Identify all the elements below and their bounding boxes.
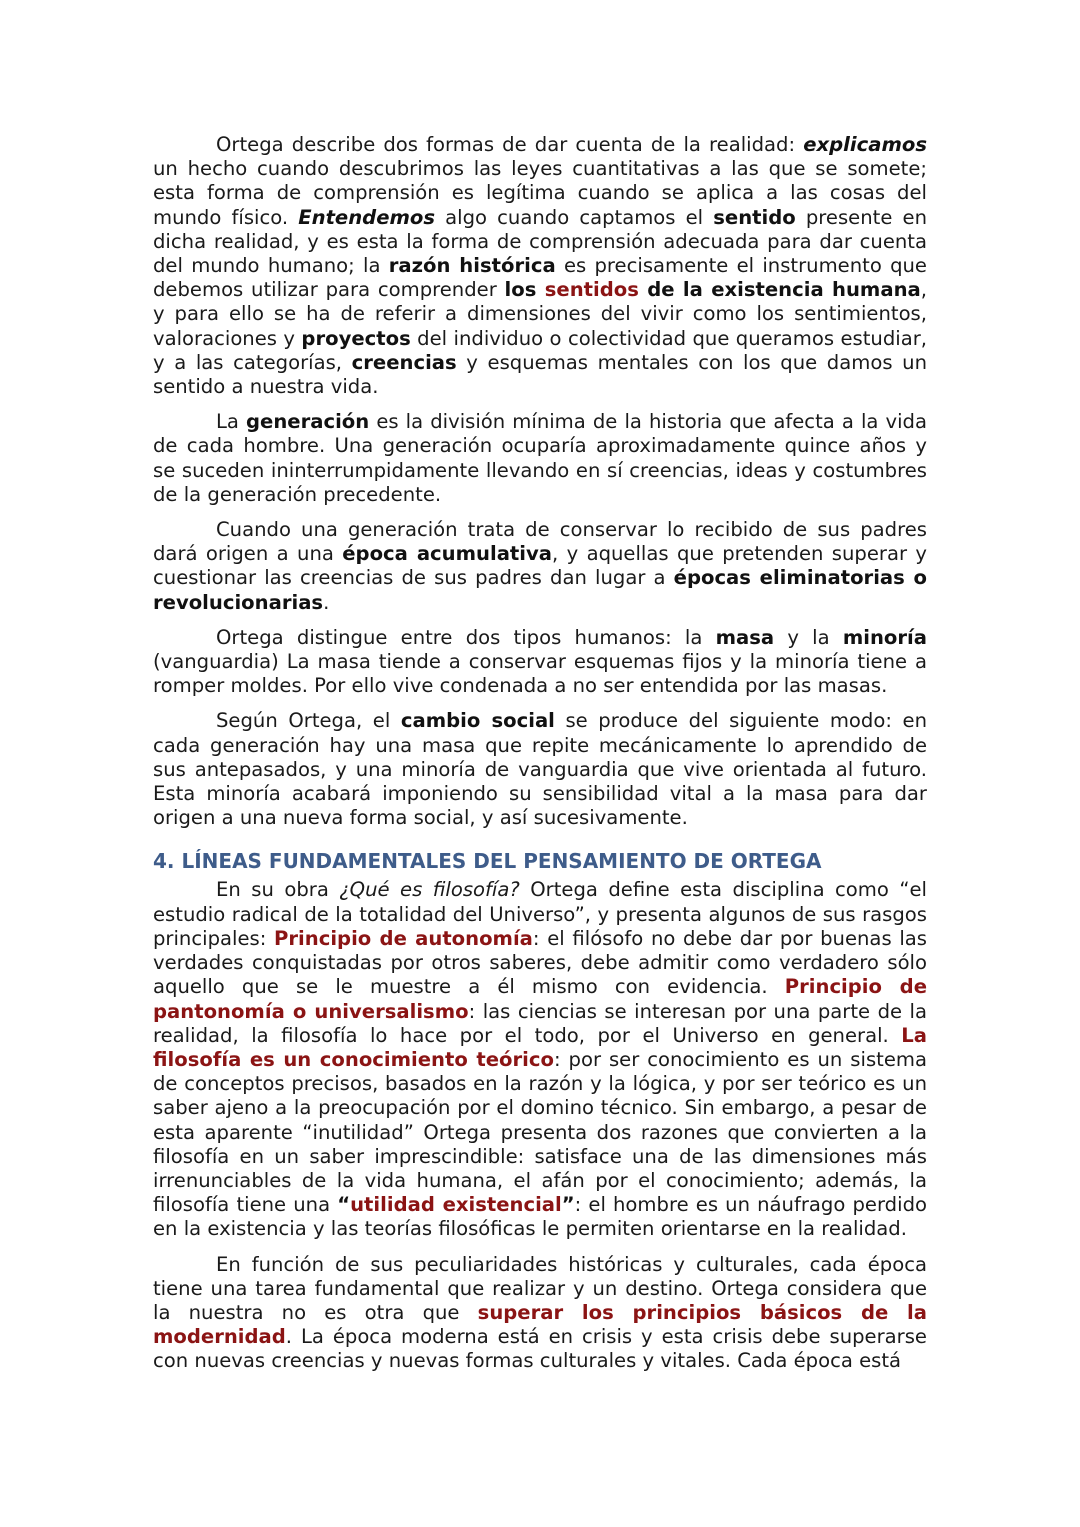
section-heading: 4. LÍNEAS FUNDAMENTALES DEL PENSAMIENTO DE ORTEGA — [153, 849, 822, 874]
text-run: presente en dicha realidad, y es esta la forma de comprensión adecuada para dar cuenta del mundo humano; la — [153, 205, 927, 278]
text-run: (vanguardia) La masa tiende a conservar esquemas fijos y la minoría tiene a romper moldes. Por ello vive condenada a no ser entendida por las masas. — [153, 650, 927, 698]
term-generacion: generación — [246, 410, 370, 434]
text-run: un hecho cuando descubrimos las leyes cuantitativas a las que se somete; esta forma de comprensión es legítima cuando se aplica a las cosas del mundo físico. — [153, 157, 927, 229]
text-run: . — [323, 590, 330, 614]
paragraph-cambio-social — [153, 709, 927, 830]
text-run: , y para ello se ha de referir a dimensiones del vivir como los sentimientos, valoraciones y — [153, 278, 927, 350]
book-title: ¿Qué es filosofía? — [339, 878, 520, 902]
text-run: Ortega distingue entre dos tipos humanos: la — [216, 625, 716, 649]
paragraph-razon-historica — [153, 133, 927, 399]
text-run: y la — [774, 625, 843, 649]
text-run: En función de sus peculiaridades históricas y culturales, cada época tiene una tarea fundamental que realizar y un destino. Ortega considera que la nuestra no es otra que — [153, 1252, 927, 1324]
paragraph-tarea-epoca — [153, 1253, 927, 1374]
term-superar-modernidad: superar los principios básicos de la modernidad — [153, 1300, 927, 1349]
term-masa: masa — [715, 625, 775, 649]
term-proyectos: proyectos — [301, 326, 411, 350]
text-run: algo cuando captamos el — [435, 205, 714, 229]
text-run: se produce del siguiente modo: en cada generación hay una masa que repite mecánicamente lo aprendido de sus antepasados, y una minoría de vanguardia que vive orientada al futuro. Esta minoría acabará imponiendo su sensibilidad vital a la masa para dar origen a una nueva forma social, y así sucesivamente. — [153, 709, 927, 830]
text-run: : por ser conocimiento es un sistema de conceptos precisos, basados en la razón y la lógica, y por ser teórico es un saber ajeno a la preocupación por el domino técnico. Sin embargo, a pesar de esta aparente “inutilidad” Ortega presenta dos razones que convierten a la filosofía en un saber imprescindible: satisface una de las dimensiones más irrenunciables de la vida humana, el afán por el conocimiento; además, la filosofía tiene una — [153, 1047, 927, 1217]
term-razon-historica: razón histórica — [388, 254, 556, 278]
term-principio-pantonomia: Principio de pantonomía o universalismo — [153, 975, 927, 1023]
text-run: del individuo o colectividad que queramos estudiar, y a las categorías, — [153, 326, 927, 374]
text-run: : el filósofo no debe dar por buenas las verdades conquistadas por otros saberes, debe admitir como verdadero sólo aquello que se le muestre a él mismo con evidencia. — [153, 926, 928, 999]
term-entendemos: Entendemos — [298, 205, 436, 229]
text-run: . La época moderna está en crisis y esta crisis debe superarse con nuevas creencias y nuevas formas culturales y vitales. Cada época está — [153, 1325, 927, 1373]
text-run: Cuando una generación trata de conservar lo recibido de sus padres dará origen a una — [153, 518, 927, 566]
text-run: : el hombre es un náufrago perdido en la existencia y las teorías filosóficas le permiten orientarse en la realidad. — [153, 1193, 927, 1241]
term-conocimiento-teorico: La filosofía es un conocimiento teórico — [153, 1023, 927, 1071]
term-los: los — [504, 278, 545, 302]
text-run: Según Ortega, el — [216, 709, 401, 733]
term-minoria: minoría — [842, 625, 927, 649]
paragraph-epocas — [153, 518, 927, 615]
text-run: : las ciencias se interesan por una parte de la realidad, la filosofía lo hace por el todo, por el Universo en general. — [153, 999, 928, 1047]
text-run: y esquemas mentales con los que damos un sentido a nuestra vida. — [153, 350, 928, 399]
term-utilidad-existencial: utilidad existencial — [350, 1193, 562, 1217]
text-run: En su obra — [216, 878, 340, 902]
term-principio-autonomia: Principio de autonomía — [274, 926, 533, 950]
term-existencia-humana: de la existencia humana — [638, 278, 921, 302]
term-explicamos: explicamos — [803, 133, 927, 156]
text-run: es precisamente el instrumento que debemos utilizar para comprender — [153, 254, 927, 302]
document-page — [153, 133, 927, 1385]
term-sentido: sentido — [713, 205, 796, 229]
term-epocas-eliminatorias: épocas eliminatorias o revolucionarias — [153, 566, 927, 614]
term-cambio-social: cambio social — [400, 709, 555, 733]
paragraph-generacion — [153, 410, 927, 507]
quote-mark: “ — [337, 1193, 351, 1217]
text-run: Ortega define esta disciplina como “el estudio radical de la totalidad del Universo”, y presenta algunos de sus rasgos principales: — [153, 878, 927, 950]
text-run: , y aquellas que pretenden superar y cuestionar las creencias de sus padres dan lugar a — [153, 542, 928, 590]
term-sentidos: sentidos — [544, 278, 639, 302]
term-creencias: creencias — [351, 350, 457, 374]
text-run: es la división mínima de la historia que afecta a la vida de cada hombre. Una generación ocuparía aproximadamente quince años y se suceden ininterrumpidamente llevando en sí creencias, ideas y costumbres de la generación precedente. — [153, 410, 927, 506]
text-run: La — [216, 410, 247, 434]
paragraph-que-es-filosofia — [153, 878, 927, 1241]
paragraph-masa-minoria — [153, 626, 927, 699]
term-epoca-acumulativa: época acumulativa — [342, 542, 552, 566]
text-run: Ortega describe dos formas de dar cuenta de la realidad: — [216, 133, 804, 156]
quote-mark: ” — [561, 1193, 575, 1217]
